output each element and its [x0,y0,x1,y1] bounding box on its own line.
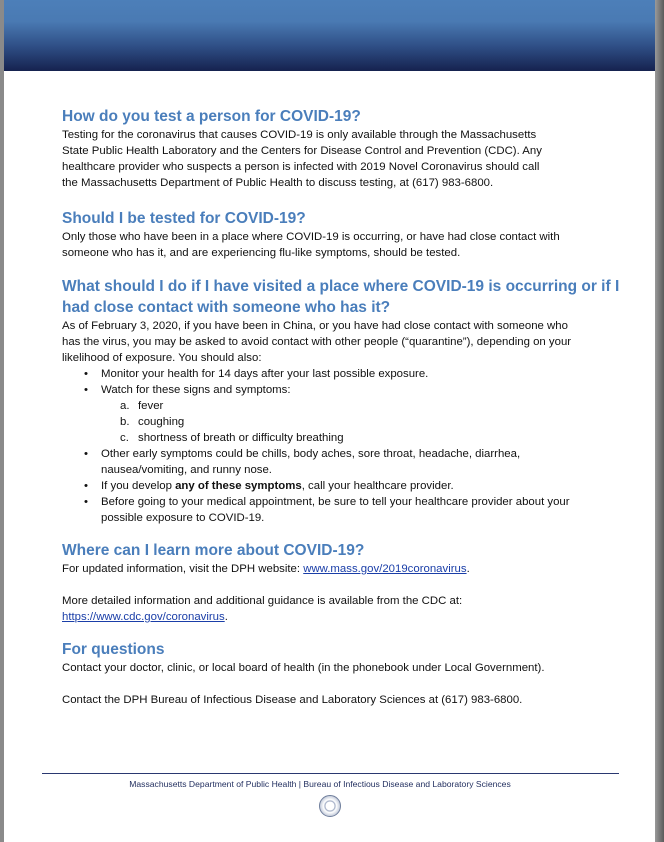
scrollbar-edge [655,0,664,842]
symptom-item: c. shortness of breath or difficulty breathing [120,432,344,444]
section-testing [62,106,607,191]
section-learn-more [62,540,607,625]
symptom-list [62,398,622,446]
paragraph: Contact the DPH Bureau of Infectious Disease and Laboratory Sciences at (617) 983-6800. [62,694,523,706]
footer-text: Massachusetts Department of Public Health | Bureau of Infectious Disease and Laboratory Sciences [129,779,511,789]
paragraph: More detailed information and additional guidance is available from the CDC at: https://www.cdc.gov/coronavirus. [62,595,463,623]
dph-website-link[interactable]: www.mass.gov/2019coronavirus [303,563,467,575]
advice-list [62,366,622,398]
advice-list-continued [62,446,622,526]
section-questions [62,639,622,708]
list-item: • Other early symptoms could be chills, body aches, sore throat, headache, diarrhea, nausea/vomiting, and runny nose. [84,448,521,476]
footer-rule [42,773,619,774]
header-banner [4,0,655,71]
section-should-be-tested [62,208,607,261]
paragraph: Testing for the coronavirus that causes COVID-19 is only available through the Massachusetts State Public Health Laboratory and the Centers for Disease Control and Prevention (CDC). Any healthcare provider who suspects a person is infected with 2019 Novel Coronavirus should call the Massachusetts Department of Public Health to discuss testing, at (617) 983-6800. [62,129,542,189]
symptom-item: a. fever [120,400,164,412]
state-seal-icon [319,795,341,817]
list-item: • If you develop any of these symptoms, call your healthcare provider. [84,480,454,492]
heading: For questions [62,641,165,658]
heading: Where can I learn more about COVID-19? [62,542,365,559]
heading: What should I do if I have visited a place where COVID-19 is occurring or if I had close contact with someone who has it? [62,278,620,316]
cdc-website-link[interactable]: https://www.cdc.gov/coronavirus [62,611,225,623]
list-item: • Before going to your medical appointment, be sure to tell your healthcare provider about your possible exposure to COVID-19. [84,496,570,524]
list-item: • Monitor your health for 14 days after your last possible exposure. [84,368,429,380]
paragraph: Only those who have been in a place where COVID-19 is occurring, or have had close contact with someone who has it, and are experiencing flu-like symptoms, should be tested. [62,231,560,259]
heading: Should I be tested for COVID-19? [62,210,306,227]
heading: How do you test a person for COVID-19? [62,108,361,125]
paragraph: As of February 3, 2020, if you have been in China, or you have had close contact with someone who has the virus, you may be asked to avoid contact with other people (“quarantine”), depending on your likelihood of exposure. You should also: [62,320,572,364]
section-exposure [62,276,622,526]
symptom-item: b. coughing [120,416,185,428]
paragraph: Contact your doctor, clinic, or local board of health (in the phonebook under Local Government). [62,662,545,674]
list-item: • Watch for these signs and symptoms: [84,384,291,396]
page-border-left [0,0,4,842]
paragraph: For updated information, visit the DPH website: www.mass.gov/2019coronavirus. [62,563,470,575]
